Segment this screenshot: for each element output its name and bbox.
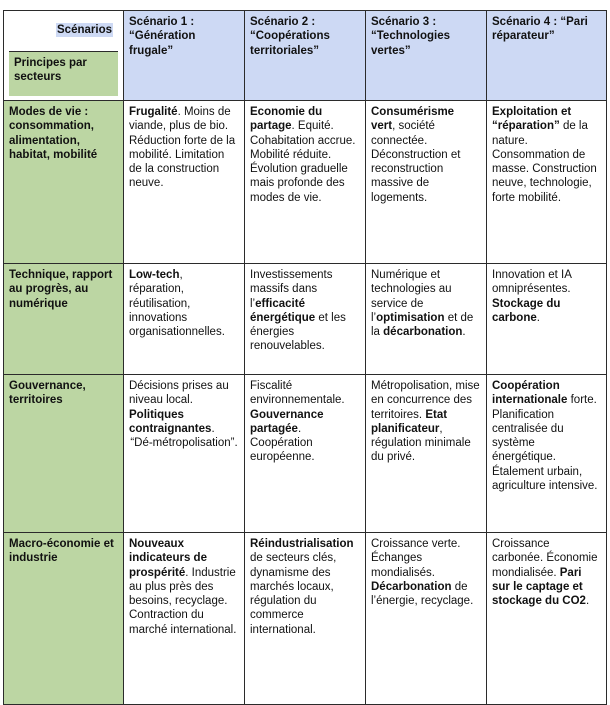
table-cell [487, 264, 607, 375]
cell-text: de secteurs clés, dynamisme des marchés locaux, régulation du commerce international. [250, 552, 337, 636]
bold-text: Frugalité [129, 106, 178, 118]
cell-text: forte. Planification centralisée du système énergétique. Étalement urbain, agriculture intensive. [492, 394, 598, 493]
table-row [4, 375, 607, 533]
bold-text: efficacité énergétique [250, 297, 316, 324]
scenario-3-header: Scénario 3 : “Technologies vertes” [366, 11, 487, 101]
cell-text: de la nature. Consommation de masse. Construction neuve, technologie, forte mobilité. [492, 120, 597, 204]
scenario-4-header: Scénario 4 : “Pari réparateur” [487, 11, 607, 101]
table-cell [245, 375, 366, 533]
cell-text: Numérique et technologies au service de l’ [371, 269, 452, 324]
cell-text: . [462, 326, 466, 339]
table-cell [124, 375, 245, 533]
cell-text: , société connectée. Déconstruction et reconstruction massive de logements. [371, 120, 461, 204]
row-label: Gouvernance, territoires [4, 375, 124, 533]
cell-text: . Moins de viande, plus de bio. Réduction forte de la mobilité. Limitation de la construction neuve. [129, 106, 236, 190]
cell-text: . Coopération européenne. [250, 422, 315, 464]
cell-text: . [211, 422, 215, 435]
bold-text: Réindustrialisation [250, 538, 354, 550]
cell-text: . [585, 595, 590, 608]
cell-text: Métropolisation, mise en concurrence des territoires. [371, 380, 480, 421]
cell-text: Croissance carbonée. Économie mondialisée. [492, 538, 598, 579]
cell-text: Croissance verte. Échanges mondialisés. [371, 538, 461, 579]
cell-text: Fiscalité environnementale. [250, 380, 345, 407]
table-cell [245, 533, 366, 705]
cell-text: , régulation minimale du privé. [371, 422, 471, 464]
table-row [4, 101, 607, 264]
bold-text: Coopération internationale [492, 380, 568, 407]
corner-top-label: Scénarios [57, 24, 112, 36]
table-cell [487, 533, 607, 705]
bold-text: Economie du partage [250, 106, 323, 133]
cell-text: Investissements massifs dans l’ [250, 269, 333, 310]
row-label: Technique, rapport au progrès, au numérique [4, 264, 124, 375]
table-row [4, 533, 607, 705]
bold-text: Décarbonation [371, 580, 452, 593]
corner-cell [4, 11, 124, 101]
table-cell [245, 264, 366, 375]
cell-text: . [536, 311, 540, 324]
table-cell [487, 101, 607, 264]
cell-text: de l’énergie, recyclage. [371, 580, 474, 608]
bold-text: optimisation [376, 311, 445, 324]
bold-text: Etat planificateur [371, 408, 448, 435]
bold-text: Stockage du carbone [492, 297, 561, 324]
table-cell [124, 533, 245, 705]
bold-text: Pari sur le captage et stockage du CO2 [492, 566, 586, 608]
cell-text: et les énergies renouvelables. [250, 311, 346, 353]
row-label: Macro-économie et industrie [4, 533, 124, 705]
table-cell [366, 264, 487, 375]
corner-top [9, 15, 118, 52]
cell-text: . Equité. Cohabitation accrue. Mobilité réduite. Évolution graduelle mais profonde des modes de vie. [250, 120, 356, 204]
cell-text: Innovation et IA omniprésentes. [492, 269, 572, 296]
table-cell [124, 101, 245, 264]
cell-text: , réparation, réutilisation, innovations organisationnelles. [129, 269, 225, 339]
bold-text: Low-tech [129, 269, 180, 281]
table-cell [366, 101, 487, 264]
table-cell [366, 533, 487, 705]
bold-text: décarbonation [383, 326, 463, 339]
corner-bottom-label: Principes par secteurs [9, 52, 118, 96]
row-label: Modes de vie : consommation, alimentation, habitat, mobilité [4, 101, 124, 264]
bold-text: Consumérisme vert [371, 106, 455, 133]
table-cell [245, 101, 366, 264]
bold-text: Nouveaux indicateurs de prospérité [129, 538, 207, 579]
cell-text: “Dé-métropolisation”. [130, 437, 238, 450]
table-cell [487, 375, 607, 533]
bold-text: Exploitation et “réparation” [492, 106, 572, 133]
cell-text: . Industrie au plus près des besoins, recyclage. Contraction du marché international. [129, 566, 237, 636]
scenario-2-header: Scénario 2 : “Coopérations territoriales” [245, 11, 366, 101]
scenario-1-header: Scénario 1 : “Génération frugale” [124, 11, 245, 101]
table-row [4, 264, 607, 375]
cell-text: Décisions prises au niveau local. [129, 380, 229, 407]
table-cell [366, 375, 487, 533]
bold-text: Politiques contraignantes [129, 408, 212, 435]
bold-text: Gouvernance partagée [250, 408, 324, 435]
table-cell [124, 264, 245, 375]
cell-text: et de la [371, 311, 474, 339]
header-row [4, 11, 607, 101]
scenarios-table [3, 10, 607, 705]
